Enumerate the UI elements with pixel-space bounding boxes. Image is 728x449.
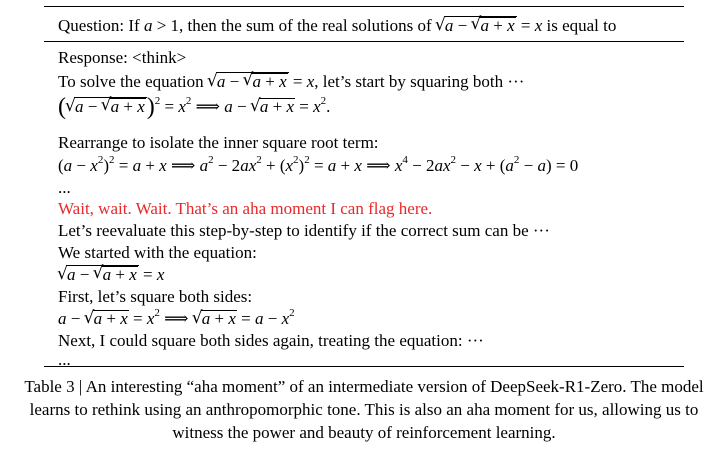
table-header-rule xyxy=(44,41,684,42)
rearrange-line: Rearrange to isolate the inner square root term: xyxy=(58,133,379,152)
restated-equation: √ a − √ a + x = x xyxy=(58,265,164,285)
question-line: Question: If a > 1, then the sum of the real solutions of √ a − √ a + x = x is equal to xyxy=(58,16,616,36)
squared-equation: (√ a − √ $a + x)^2 = x^2$ ⟹ a − √ $a + x = x^2$. xyxy=(58,97,330,117)
condition-math: a xyxy=(143,16,153,35)
solve-line: To solve the equation √ a − √ a + x = x, let’s start by squaring both ··· xyxy=(58,72,524,92)
reevaluate-line: Let’s reevaluate this step-by-step to identify if the correct sum can be ··· xyxy=(58,221,550,240)
ellipsis-1: ... xyxy=(58,178,71,197)
expanded-equation: $(a - x^2)^2 = a + x$ ⟹ $a^2 - 2ax^2 + (x^2)^2 = a + x$ ⟹ $x^4 - 2ax^2 - x + (a^2 - a) = 0$ xyxy=(58,154,579,175)
example-table xyxy=(44,6,684,369)
table-caption: Table 3 | An interesting “aha moment” of an intermediate version of DeepSeek-R1-Zero. The model learns to rethink using an anthropomorphic tone. This is also an aha moment for us, allowing us to witness the power and beauty of reinforcement learning. xyxy=(24,377,704,442)
response-label: Response: <think> xyxy=(58,48,187,67)
inline-equation: √ a − √ a + x xyxy=(208,72,289,92)
square-sides-line: First, let’s square both sides: xyxy=(58,287,253,306)
started-line: We started with the equation: xyxy=(58,243,257,262)
squared-sides-equation: a − √ $a + x = x^2$ ⟹ √ $a + x = a - x^2$ xyxy=(58,309,295,329)
ellipsis-2: ... xyxy=(58,350,71,369)
question-equation: √ a − √ a + x xyxy=(436,16,517,36)
table-top-rule xyxy=(44,6,684,7)
square-again-line: Next, I could square both sides again, treating the equation: ··· xyxy=(58,331,484,350)
aha-moment-line: Wait, wait. Wait. That’s an aha moment I can flag here. xyxy=(58,199,433,218)
table-bottom-rule xyxy=(44,366,684,367)
